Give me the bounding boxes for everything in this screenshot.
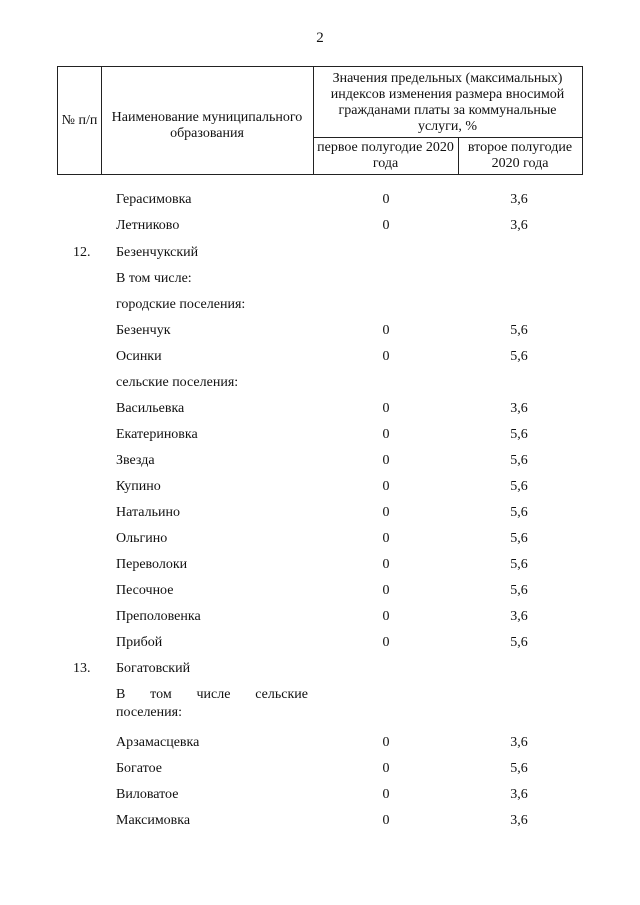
row-number: 13. <box>73 661 91 676</box>
row-first-half-value: 0 <box>382 531 390 546</box>
header-divider <box>313 137 582 138</box>
row-name: Екатериновка <box>116 427 198 442</box>
row-first-half-value: 0 <box>382 557 390 572</box>
table-row <box>0 217 640 237</box>
row-name: Песочное <box>116 583 174 598</box>
row-first-half-value: 0 <box>382 583 390 598</box>
row-second-half-value: 5,6 <box>510 453 528 468</box>
table-header <box>57 66 583 175</box>
row-name: Богатое <box>116 761 162 776</box>
row-second-half-value: 5,6 <box>510 479 528 494</box>
row-first-half-value: 0 <box>382 192 390 207</box>
table-row <box>0 504 640 524</box>
table-row <box>0 812 640 832</box>
row-first-half-value: 0 <box>382 609 390 624</box>
row-first-half-value: 0 <box>382 787 390 802</box>
table-row <box>0 191 640 211</box>
row-second-half-value: 5,6 <box>510 505 528 520</box>
table-row <box>0 478 640 498</box>
row-second-half-value: 3,6 <box>510 787 528 802</box>
header-second-half-column: второе полугодие 2020 года <box>467 139 573 171</box>
row-name: Переволоки <box>116 557 188 572</box>
row-name: Летниково <box>116 218 180 233</box>
row-name: Васильевка <box>116 401 185 416</box>
row-name: Осинки <box>116 349 162 364</box>
header-divider <box>313 67 314 174</box>
row-second-half-value: 3,6 <box>510 609 528 624</box>
table-row <box>0 374 640 394</box>
row-first-half-value: 0 <box>382 761 390 776</box>
table-row <box>0 348 640 368</box>
table-row <box>0 760 640 780</box>
table-row <box>0 556 640 576</box>
table-row <box>0 582 640 602</box>
row-second-half-value: 3,6 <box>510 218 528 233</box>
row-name: сельские поселения: <box>116 375 239 390</box>
row-first-half-value: 0 <box>382 349 390 364</box>
row-name: Преполовенка <box>116 609 201 624</box>
row-second-half-value: 5,6 <box>510 349 528 364</box>
row-second-half-value: 5,6 <box>510 323 528 338</box>
row-name: городские поселения: <box>116 297 246 312</box>
row-first-half-value: 0 <box>382 813 390 828</box>
row-second-half-value: 5,6 <box>510 557 528 572</box>
row-first-half-value: 0 <box>382 218 390 233</box>
row-name: В том числе: <box>116 271 192 286</box>
table-row <box>0 426 640 446</box>
table-row <box>0 296 640 316</box>
row-name: Максимовка <box>116 813 191 828</box>
row-name: Арзамасцевка <box>116 735 200 750</box>
row-name: Ольгино <box>116 531 168 546</box>
table-row <box>0 608 640 628</box>
table-row <box>0 786 640 806</box>
row-second-half-value: 3,6 <box>510 735 528 750</box>
row-first-half-value: 0 <box>382 427 390 442</box>
table-row <box>0 634 640 654</box>
row-first-half-value: 0 <box>382 505 390 520</box>
row-second-half-value: 5,6 <box>510 427 528 442</box>
row-first-half-value: 0 <box>382 735 390 750</box>
row-number: 12. <box>73 245 91 260</box>
table-row <box>0 244 640 264</box>
row-first-half-value: 0 <box>382 479 390 494</box>
table-row <box>0 322 640 342</box>
table-row <box>0 660 640 680</box>
row-first-half-value: 0 <box>382 635 390 650</box>
header-number-column: № п/п <box>61 112 98 128</box>
row-name: Звезда <box>116 453 155 468</box>
row-second-half-value: 5,6 <box>510 761 528 776</box>
row-first-half-value: 0 <box>382 323 390 338</box>
row-first-half-value: 0 <box>382 401 390 416</box>
header-name-column: Наименование муниципального образования <box>111 109 303 141</box>
row-name: Натальино <box>116 505 180 520</box>
row-second-half-value: 5,6 <box>510 635 528 650</box>
table-row <box>0 400 640 420</box>
table-row <box>0 452 640 472</box>
row-second-half-value: 3,6 <box>510 192 528 207</box>
row-name: В том числе сельские поселения: <box>116 687 308 720</box>
header-index-group: Значения предельных (максимальных) индексов изменения размера вносимой гражданами платы за коммунальные услуги, % <box>330 71 565 134</box>
row-second-half-value: 3,6 <box>510 401 528 416</box>
row-name: Прибой <box>116 635 163 650</box>
row-name: Безенчукский <box>116 245 199 260</box>
row-second-half-value: 5,6 <box>510 531 528 546</box>
row-name: Купино <box>116 479 161 494</box>
header-divider <box>101 67 102 174</box>
header-first-half-column: первое полугодие 2020 года <box>317 139 454 171</box>
table-row <box>0 270 640 290</box>
row-name: Богатовский <box>116 661 191 676</box>
table-row <box>0 530 640 550</box>
table-row <box>0 734 640 754</box>
page-number: 2 <box>316 30 324 46</box>
header-divider <box>458 137 459 174</box>
row-second-half-value: 3,6 <box>510 813 528 828</box>
table-row <box>0 686 640 726</box>
row-second-half-value: 5,6 <box>510 583 528 598</box>
row-name: Герасимовка <box>116 192 192 207</box>
row-first-half-value: 0 <box>382 453 390 468</box>
row-name: Безенчук <box>116 323 171 338</box>
row-name: Виловатое <box>116 787 179 802</box>
